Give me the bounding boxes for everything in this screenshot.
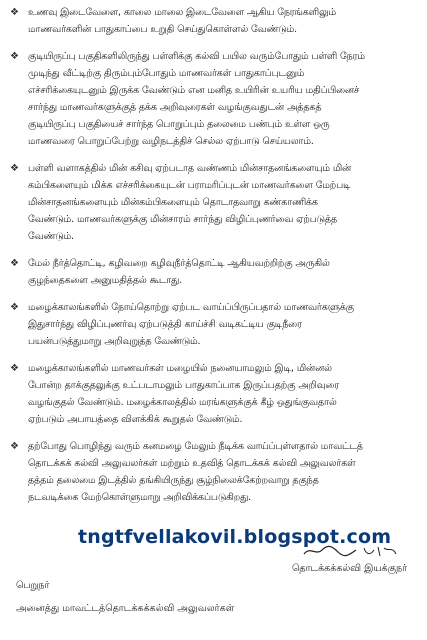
diamond-bullet-icon: ❖ (10, 441, 19, 452)
list-item (10, 48, 422, 150)
list-item-text: மழைக்காலங்களில் நோய்தொற்று ஏற்பட வாய்ப்பிருப்பதால் மாணவர்களுக்கு இதுசார்ந்து விழிப்புணர்வு ஏற்படுத்தி காய்ச்சி வடிகட்டிய குடிநீரை பயன்படுத்துமாறு அறிவுறுத்த வேண்டும். (28, 302, 354, 347)
recipients-line: அனைத்து மாவட்டத்தொடக்கக்கல்வி அலுவலர்கள் (16, 603, 235, 614)
list-item-text: மேல் நீர்த்தொட்டி, கழிவறை கழிவுநீர்த்தொட்டி ஆகியவற்றிற்கு அருகில் குழந்தைகளை அனுமதித்தல் கூடாது. (28, 258, 330, 286)
diamond-bullet-icon: ❖ (10, 302, 19, 313)
signature-image (300, 542, 410, 562)
signatory-title: தொடக்கக்கல்வி இயக்குநர் (292, 563, 408, 574)
list-item-text: குடியிருப்பு பகுதிகளிலிருந்து பள்ளிக்கு கல்வி பயில வரும்போதும் பள்ளி நேரம் முடிந்து வீட்டிற்கு திரும்பும்போதும் மாணவர்கள் பாதுகாப்புடனும் எச்சரிக்கையுடனும் இருக்க வேண்டும் என மனித உயிரின் உயரிய மதிப்பினைச் சார்ந்து மாணவர்களுக்குத் தக்க அறிவுரைகள் வழங்குவதுடன் அத்தகத் குடியிருப்பு பகுதியைச் சார்ந்த பொறுப்பும் தலைமை பண்பும் உள்ள ஒரு மாணவரை பொறுப்பேற்று வழிநடத்திச் செல்ல ஏற்பாடு செய்யலாம். (28, 51, 365, 147)
recipient-label: பெறுநர் (16, 580, 50, 591)
diamond-bullet-icon: ❖ (10, 363, 19, 374)
list-item (10, 438, 422, 506)
diamond-bullet-icon: ❖ (10, 163, 19, 174)
list-item-text: மழைக்காலங்களில் மாணவர்கள் மழையில் நனையாமலும் இடி, மின்னல் போன்ற தாக்குதலுக்கு உட்படாமலும் பாதுகாப்பாக இருப்பதற்கு அறிவுரை வழங்குதல் வேண்டும். மழைக்காலத்தில் மரங்களுக்குக் கீழ் ஒதுங்குவதால் ஏற்படும் அபாயத்தை விளக்கிக் கூறுதல் வேண்டும். (28, 363, 340, 425)
list-item-text: பள்ளி வளாகத்தில் மின் கசிவு ஏற்படாத வண்ணம் மின்சாதனங்களையும் மின் கம்பிகளையும் மிக்க எச்சரிக்கையுடன் பராமரிப்புடன் மாணவர்களை மேற்படி மின்சாதனங்களையும் மின்கம்பிகளையும் தொடாதவாறு கண்காணிக்க வேண்டும். மாணவர்களுக்கு மின்சாரம் சார்ந்து விழிப்புணர்வை ஏற்படுத்த வேண்டும். (28, 163, 352, 242)
list-item-text: உணவு இடைவேளை, காலை மாலை இடைவேளை ஆகிய நேரங்களிலும் மாணவர்களின் பாதுகாப்பை உறுதி செய்துகொள்ளல் வேண்டும். (28, 7, 337, 35)
list-item (10, 4, 422, 38)
diamond-bullet-icon: ❖ (10, 258, 19, 269)
list-item (10, 360, 422, 428)
list-item (10, 160, 422, 245)
blog-watermark: tngtfvellakovil.blogspot.com (78, 526, 392, 548)
list-item (10, 299, 422, 350)
diamond-bullet-icon: ❖ (10, 7, 19, 18)
list-item (10, 255, 422, 289)
list-item-text: தற்போது பொழிந்து வரும் கனமழை மேலும் நீடிக்க வாய்ப்புள்ளதால் மாவட்டத் தொடக்கக் கல்வி அலுவலர்கள் மற்றும் உதவித் தொடக்கக் கல்வி அலுவலர்கள் தத்தம் தலைமை இடத்தில் தங்கியிருந்து சூழ்நிலைக்கேற்றவாறு தகுந்த நடவடிக்கை மேற்கொள்ளுமாறு அறிவிக்கப்படுகிறது. (28, 441, 363, 503)
diamond-bullet-icon: ❖ (10, 51, 19, 62)
instruction-list (10, 4, 422, 516)
